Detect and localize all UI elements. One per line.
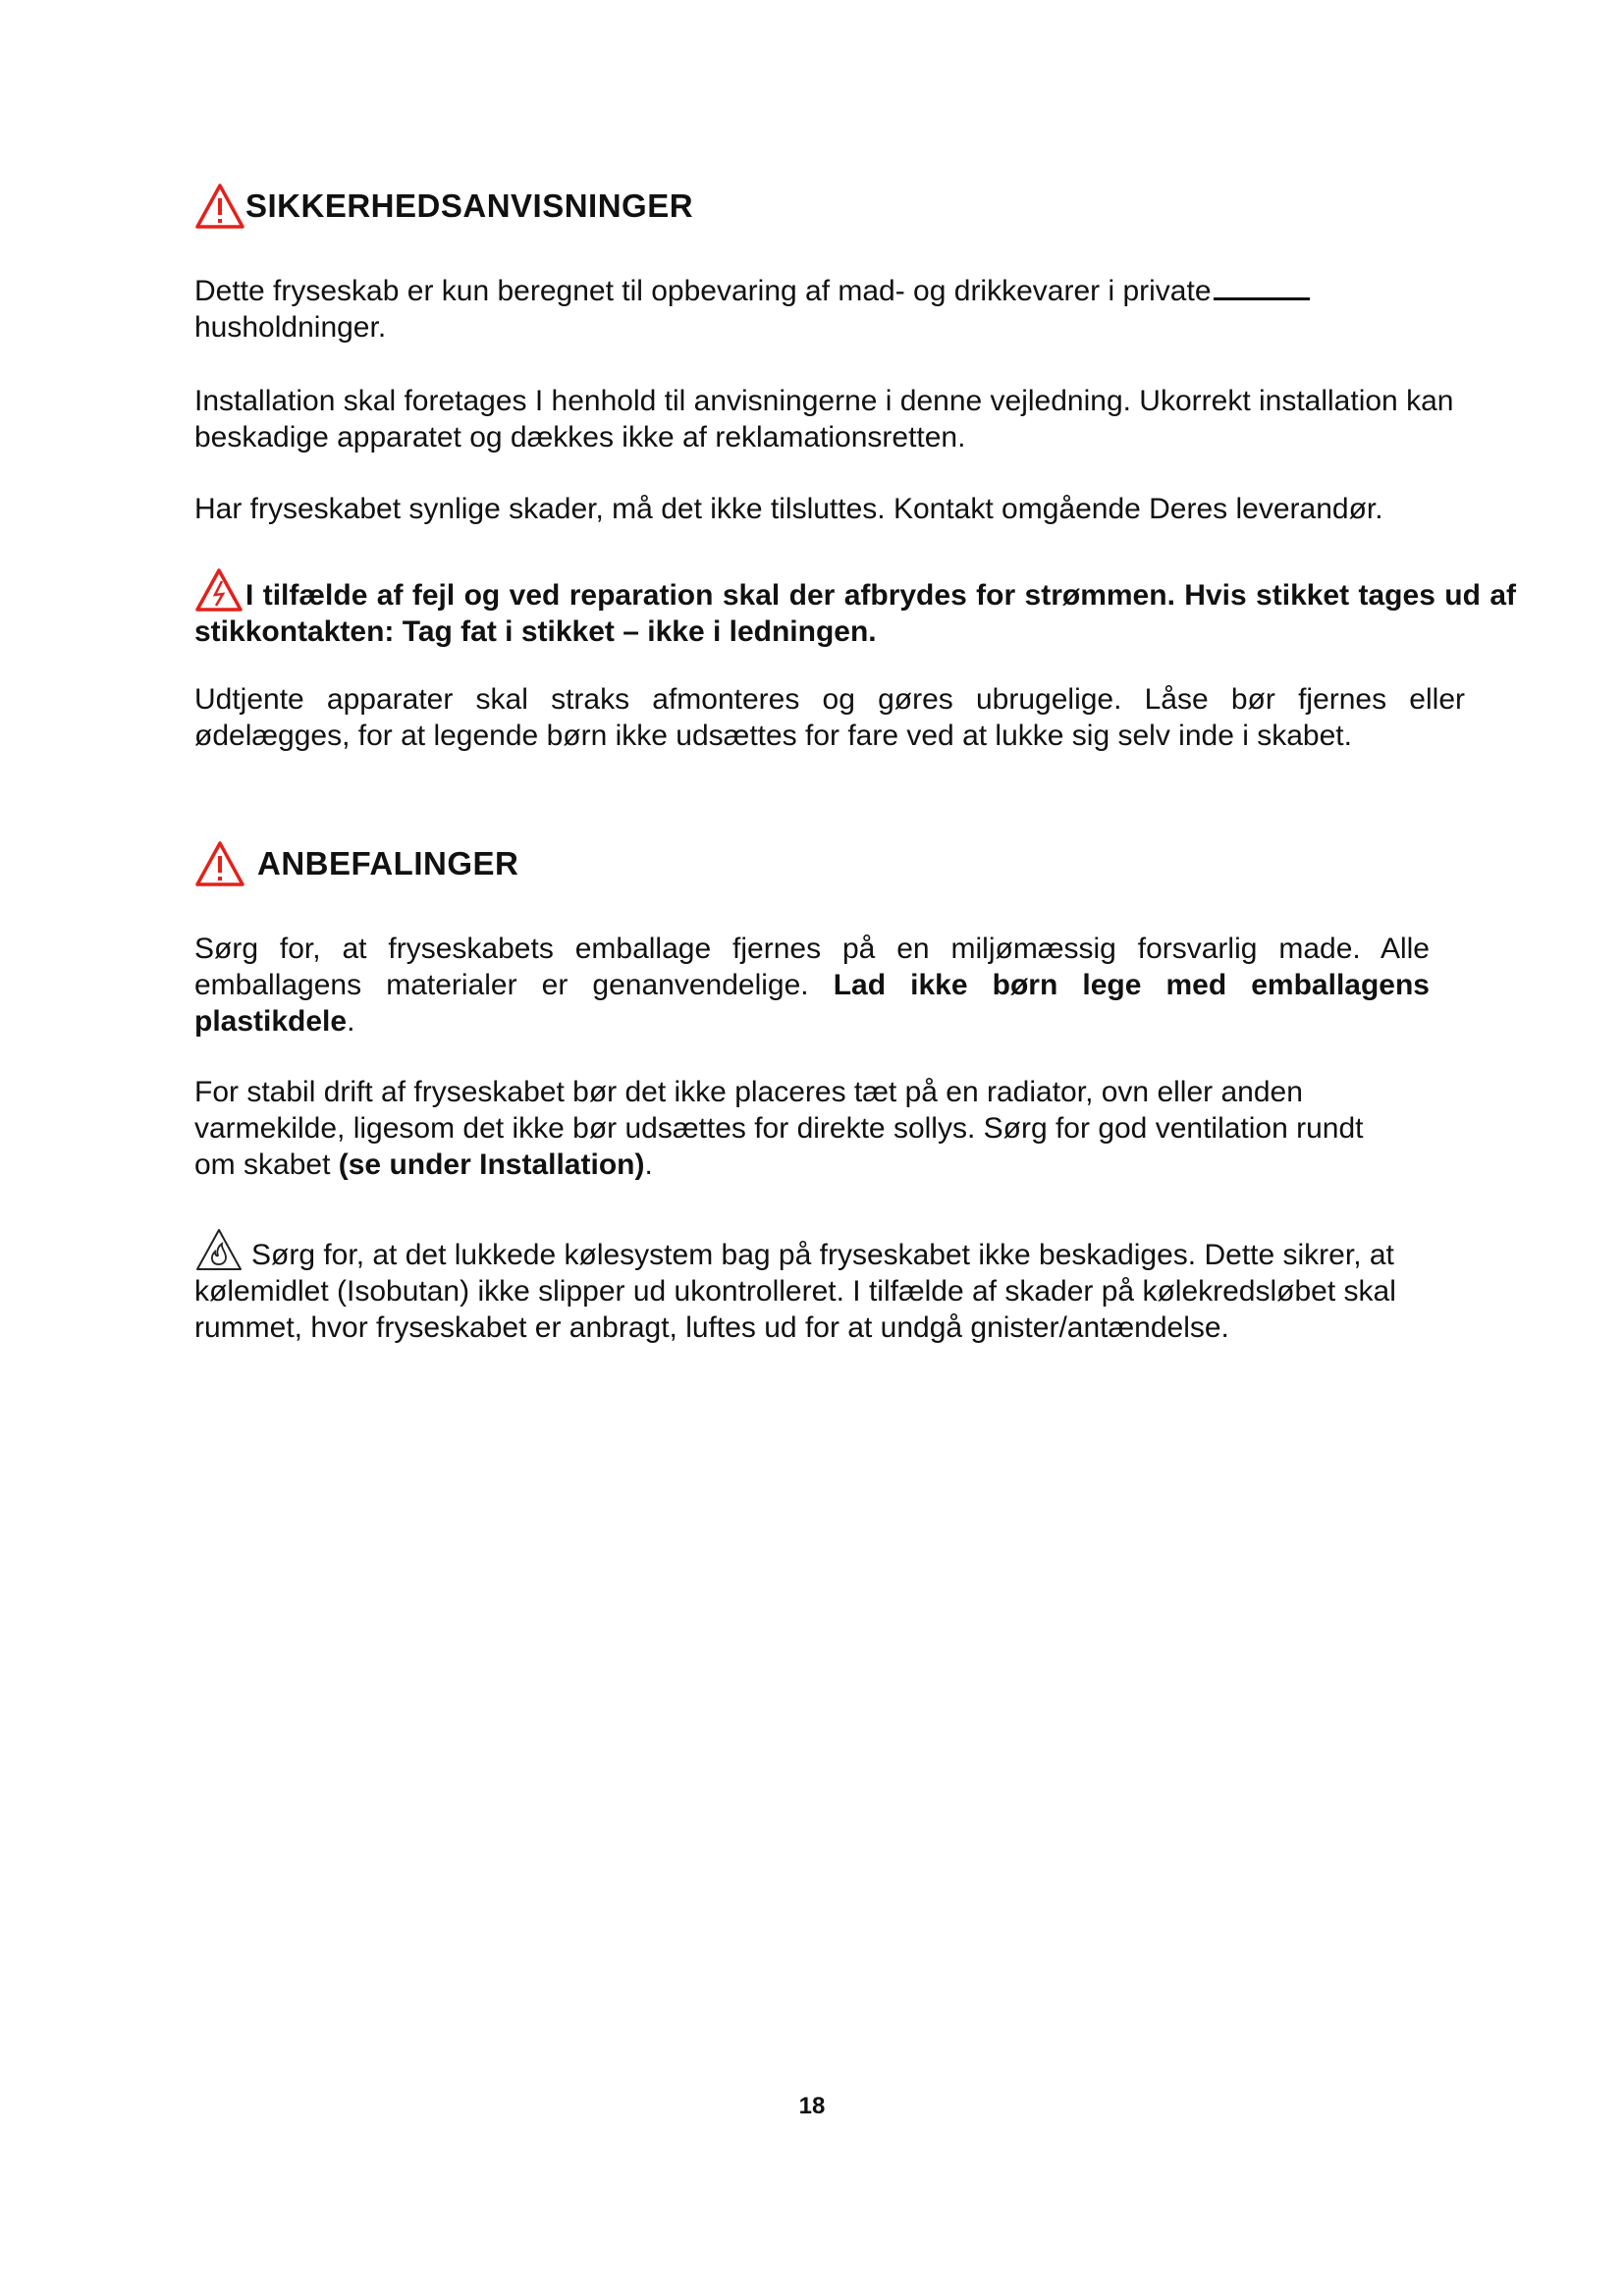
paragraph-text: varmekilde, ligesom det ikke bør udsættes for direkte sollys. Sørg for god ventilation rundt (194, 1112, 1364, 1145)
recommendations-paragraph-2 (194, 1074, 1490, 1183)
safety-paragraph-1 (194, 273, 1483, 346)
paragraph-text: Har fryseskabet synlige skader, må det ikke tilsluttes. Kontakt omgående Deres leverandør. (194, 493, 1383, 525)
safety-paragraph-2 (194, 383, 1471, 455)
paragraph-bold-text: Lad ikke børn lege med emballagens plastikdele (194, 969, 1430, 1038)
recommendations-paragraph-1 (194, 931, 1430, 1040)
paragraph-text: Sørg for, at det lukkede kølesystem bag på fryseskabet ikke beskadiges. Dette sikrer, at kølemidlet (Isobutan) ikke slipper ud ukontrolleret. I tilfælde af skader på kølekredsløbet skal rummet, hvor fryseskabet er anbragt, luftes ud for at undgå gnister/antændelse. (194, 1239, 1396, 1344)
safety-paragraph-3 (194, 491, 1483, 527)
paragraph-text: Sørg for, at fryseskabets emballage fjernes på en miljømæssig forsvarlig made. Alle emballagens materialer er genanvendelige. (194, 933, 1430, 1001)
warning-triangle-icon (194, 183, 245, 230)
paragraph-text: husholdninger. (194, 311, 387, 344)
page-number: 18 (798, 2093, 826, 2119)
paragraph-text: . (644, 1148, 653, 1181)
paragraph-text: I tilfælde af fejl og ved reparation skal der afbrydes for strømmen. Hvis stikket tages ud af stikkontakten: Tag fat i stikket – ikke i ledningen. (194, 579, 1516, 648)
safety-heading (194, 183, 1483, 230)
warning-triangle-icon (194, 840, 245, 887)
safety-heading-text: SIKKERHEDSANVISNINGER (245, 187, 694, 224)
paragraph-text: For stabil drift af fryseskabet bør det ikke placeres tæt på en radiator, ovn eller anden (194, 1076, 1303, 1108)
recommendations-heading-text: ANBEFALINGER (257, 845, 519, 881)
paragraph-text: Udtjente apparater skal straks afmonteres og gøres ubrugelige. Låse bør fjernes eller ødelægges, for at legende børn ikke udsættes for fare ved at lukke sig selv inde i skabet. (194, 683, 1465, 752)
paragraph-bold-text: (se under Installation) (338, 1148, 645, 1181)
flammable-warning-icon (194, 1227, 244, 1272)
recommendations-heading (194, 840, 1483, 887)
paragraph-text: . (347, 1005, 355, 1038)
electric-warning-icon (194, 567, 244, 613)
recommendations-paragraph-flammable (194, 1227, 1490, 1346)
safety-paragraph-5 (194, 681, 1465, 754)
safety-paragraph-electric (194, 567, 1516, 650)
fill-line (1214, 274, 1310, 300)
paragraph-text: Installation skal foretages I henhold til anvisningerne i denne vejledning. Ukorrekt installation kan beskadige apparatet og dækkes ikke af reklamationsretten. (194, 385, 1454, 454)
paragraph-text: Dette fryseskab er kun beregnet til opbevaring af mad- og drikkevarer i private (194, 275, 1212, 307)
paragraph-text: om skabet (194, 1148, 331, 1181)
